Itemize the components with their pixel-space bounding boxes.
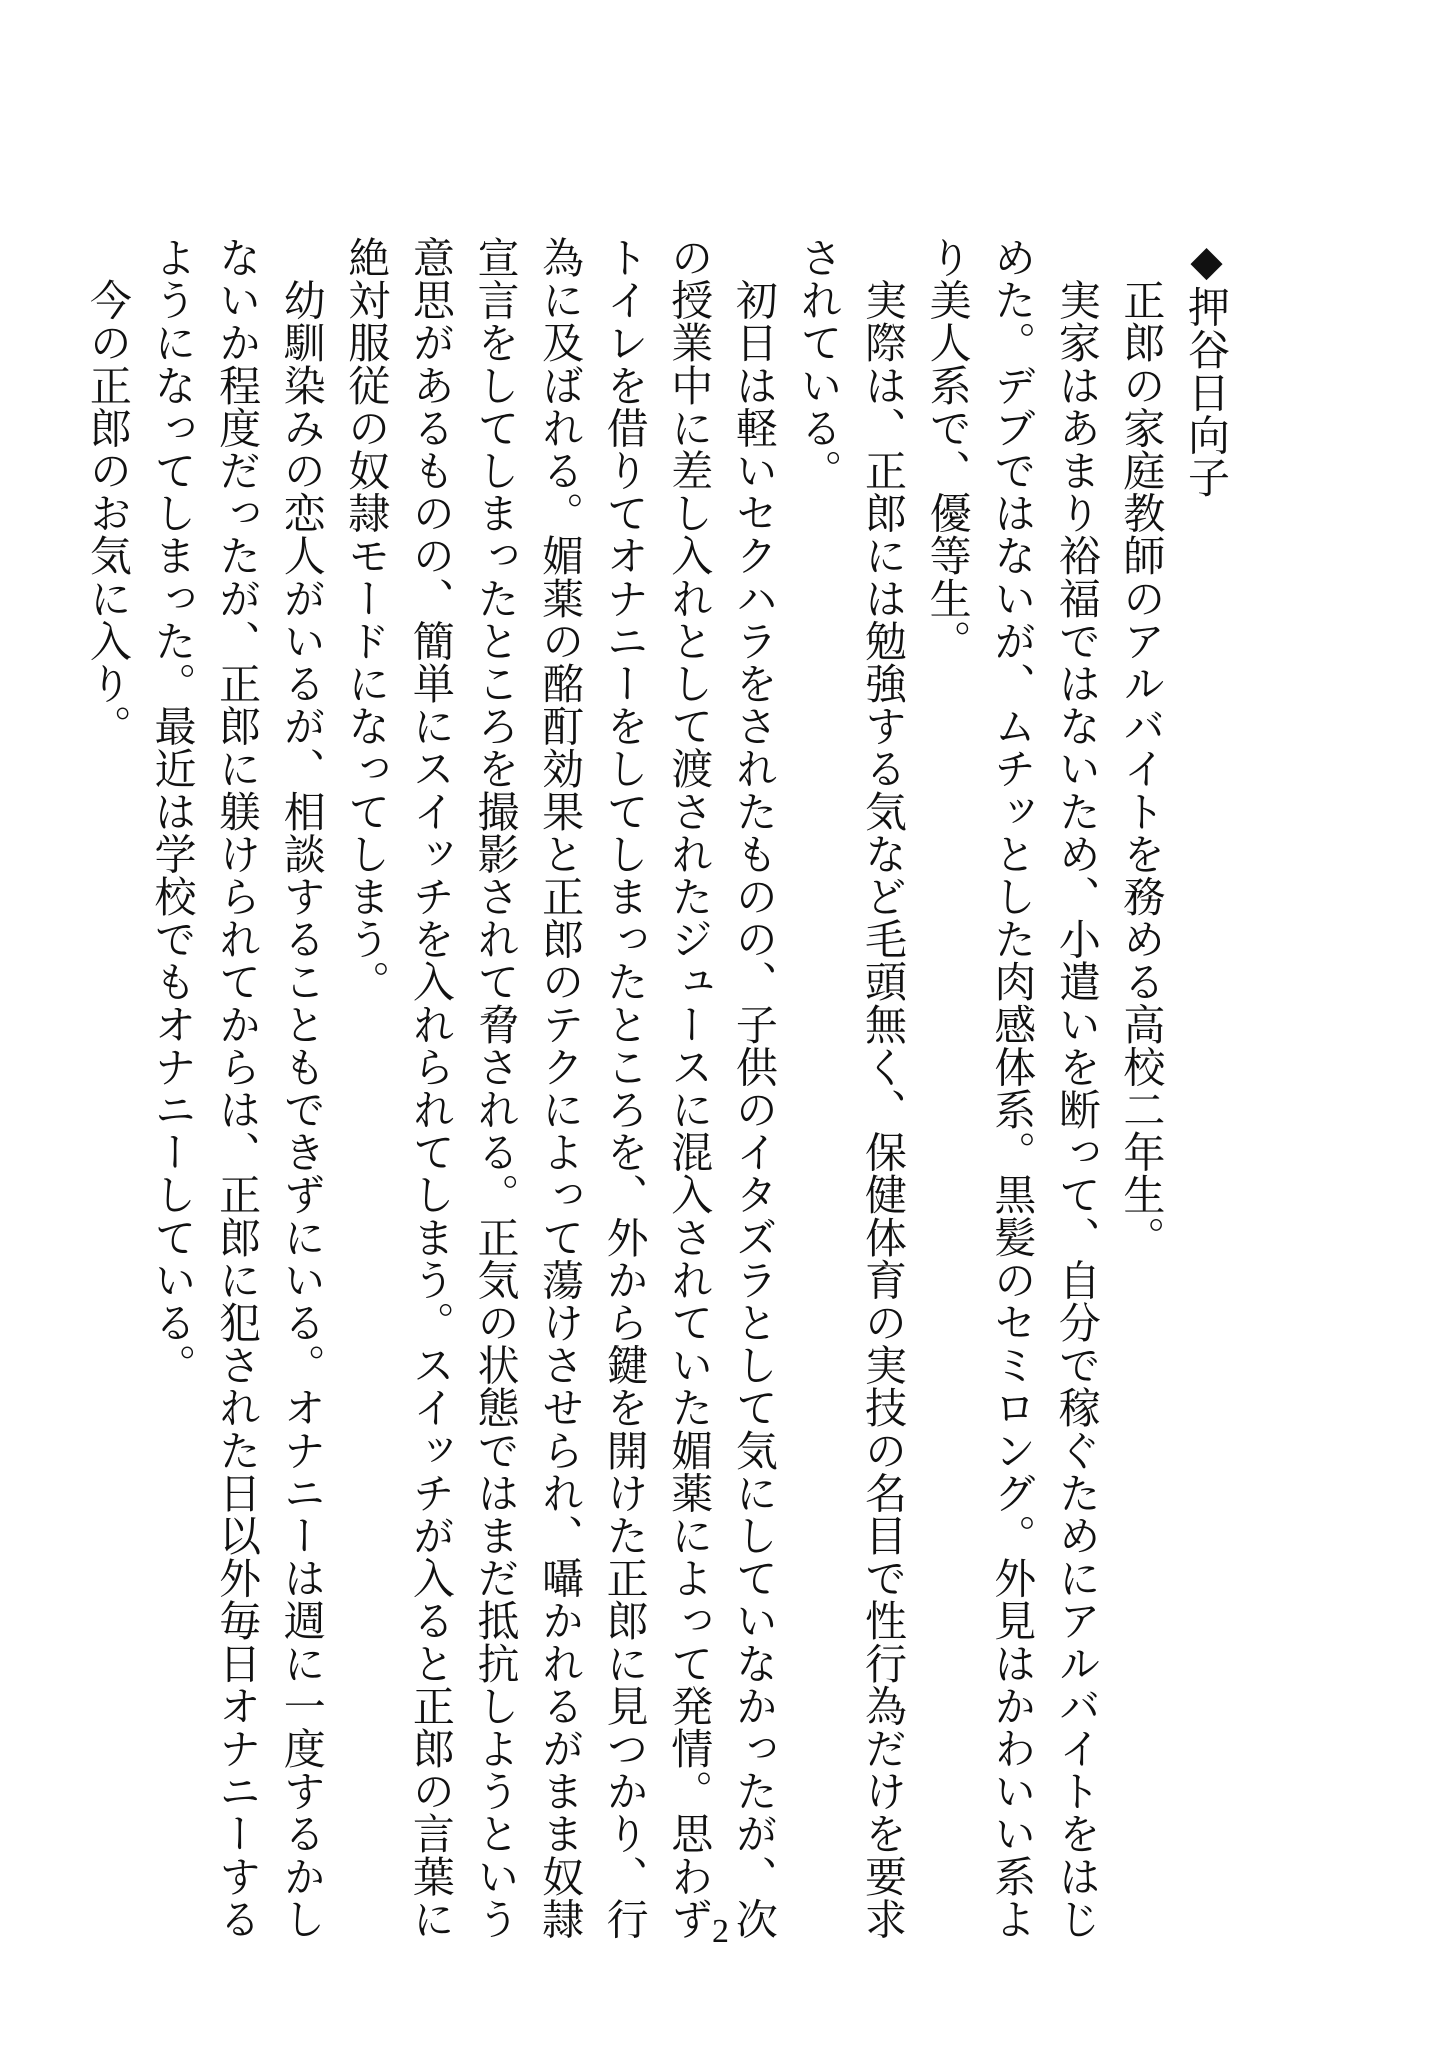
text-line: 正郎の家庭教師のアルバイトを務める高校二年生。 [1117, 236, 1167, 1259]
text-line: 為に及ばれる。媚薬の酩酊効果と正郎のテクによって蕩けさせられ、囁かれるがまま奴隷 [536, 236, 586, 1940]
character-heading: ◆押谷日向子 [1182, 236, 1231, 499]
text-line: めた。デブではないが、ムチッとした肉感体系。黒髪のセミロング。外見はかわいい系よ [988, 236, 1038, 1940]
text-line: 絶対服従の奴隷モードになってしまう。 [342, 236, 392, 1003]
text-line: 意思があるものの、簡単にスイッチを入れられてしまう。スイッチが入ると正郎の言葉に [406, 236, 456, 1940]
text-line: 幼馴染みの恋人がいるが、相談することもできずにいる。オナニーは週に一度するかし [277, 236, 327, 1940]
text-line: トイレを借りてオナニーをしてしまったところを、外から鍵を開けた正郎に見つかり、行 [600, 236, 650, 1940]
text-line: り美人系で、優等生。 [923, 236, 973, 662]
page-number: 2 [712, 1913, 729, 1950]
text-line: 初日は軽いセクハラをされたものの、子供のイタズラとして気にしていなかったが、次 [729, 236, 779, 1940]
document-body [75, 236, 1238, 1940]
text-line: 実際は、正郎には勉強する気など毛頭無く、保健体育の実技の名目で性行為だけを要求 [859, 236, 909, 1940]
text-line: されている。 [794, 236, 844, 492]
text-line: ようになってしまった。最近は学校でもオナニーしている。 [148, 236, 198, 1387]
text-line: 今の正郎のお気に入り。 [83, 236, 133, 748]
text-line: 実家はあまり裕福ではないため、小遣いを断って、自分で稼ぐためにアルバイトをはじ [1052, 236, 1102, 1940]
text-line: ないか程度だったが、正郎に躾けられてからは、正郎に犯された日以外毎日オナニーする [213, 236, 263, 1940]
text-line: 宣言をしてしまったところを撮影されて脅される。正気の状態ではまだ抵抗しようという [471, 236, 521, 1940]
text-line: の授業中に差し入れとして渡されたジュースに混入されていた媚薬によって発情。思わず [665, 236, 715, 1940]
